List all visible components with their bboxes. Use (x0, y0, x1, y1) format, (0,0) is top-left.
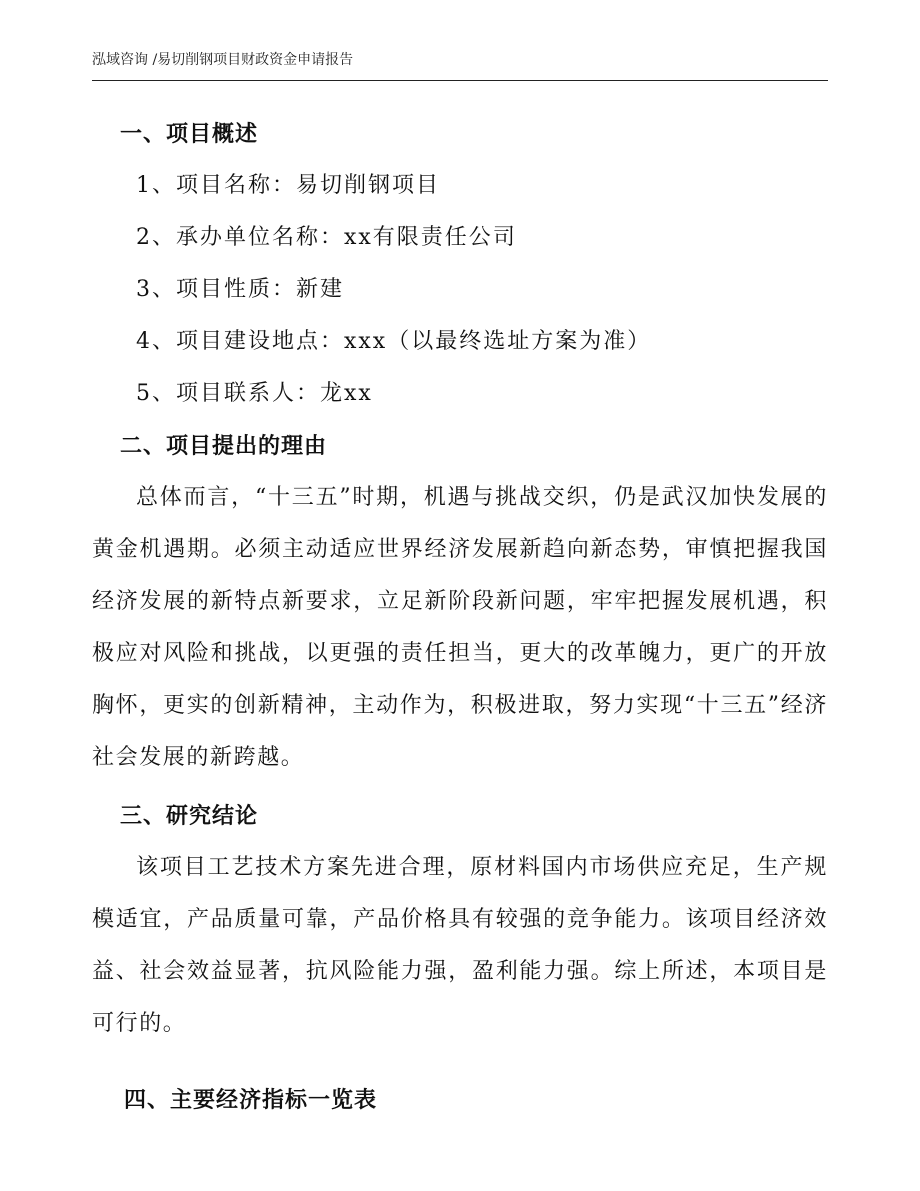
header-text: 泓域咨询 /易切削钢项目财政资金申请报告 (92, 52, 354, 68)
section-heading-conclusion: 三、研究结论 (120, 803, 259, 829)
running-header (92, 50, 828, 81)
conclusion-paragraph: 该项目工艺技术方案先进合理，原材料国内市场供应充足，生产规模适宜，产品质量可靠，产品价格具有较强的竞争能力。该项目经济效益、社会效益显著，抗风险能力强，盈利能力强。综上所述，本项目是可行的。 (92, 855, 828, 1036)
overview-item-organizer: 2、承办单位名称：xx有限责任公司 (136, 225, 517, 250)
section-heading-indicators: 四、主要经济指标一览表 (124, 1087, 378, 1113)
overview-item-location: 4、项目建设地点：xxx（以最终选址方案为准） (136, 329, 652, 354)
overview-item-contact: 5、项目联系人：龙xx (136, 381, 373, 406)
section-heading-overview: 一、项目概述 (120, 121, 259, 147)
section-heading-reason: 二、项目提出的理由 (120, 433, 328, 459)
overview-item-name: 1、项目名称：易切削钢项目 (136, 173, 440, 198)
reason-paragraph: 总体而言，“十三五”时期，机遇与挑战交织，仍是武汉加快发展的黄金机遇期。必须主动适应世界经济发展新趋向新态势，审慎把握我国经济发展的新特点新要求，立足新阶段新问题，牢牢把握发展机遇，积极应对风险和挑战，以更强的责任担当，更大的改革魄力，更广的开放胸怀，更实的创新精神，主动作为，积极进取，努力实现“十三五”经济社会发展的新跨越。 (92, 485, 828, 770)
document-body (92, 108, 828, 1126)
overview-item-nature: 3、项目性质：新建 (136, 277, 344, 302)
